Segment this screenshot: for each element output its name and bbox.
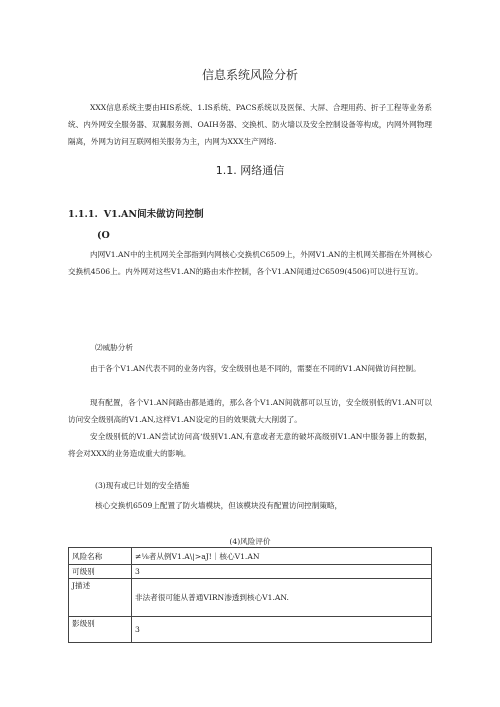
table-key: 可级别 — [69, 565, 132, 579]
document-title: 信息系统风险分析 — [201, 68, 298, 82]
table-row — [69, 579, 432, 617]
table-key: J描述 — [69, 579, 132, 617]
item-marker: (O — [97, 230, 110, 241]
description-paragraph: 内网V1.AN中的主机网关全部指到内网核心交换机C6509上，外网V1.AN的主机网关都指在外网核心交换机4506上。内外网对这些V1.AN的路由未作控制，各个V1.AN间通过C6509(4506)可以进行互访。 — [68, 250, 432, 276]
table-row — [69, 617, 432, 643]
table-value: 3 — [132, 565, 432, 579]
subsection-number: 1.1.1. — [68, 209, 98, 220]
threat-analysis-heading: ⑵威胁分析 — [95, 343, 133, 352]
table-value: ≠⅛者从例V1.A\|>aJ!｜核心V1.AN — [132, 548, 432, 565]
intro-paragraph: XXX信息系统主要由HIS系统、1.IS系统、PACS系统以及医保、大屏、合理用药、折子工程等业务系统、内外网安全服务器、双翼服务测、OAIH务器、交换机、防火墙以及安全控制设备等构成，内网外网物理隔离，外网为访问互联网相关服务为主，内网为XXX生产网络. — [68, 103, 432, 146]
threat-paragraph-3: 安全级别低的V1.AN尝试访问高‘级别V1.AN,有意或者无意的破坏高级别V1.AN中服务器上的数据，将会对XXX的业务造成重大的影响。 — [68, 432, 432, 458]
table-row — [69, 548, 432, 565]
section-heading: 1.1. 网络通信 — [215, 164, 285, 177]
subsection-heading — [68, 206, 204, 220]
table-value: 3 — [132, 617, 432, 643]
risk-evaluation-table — [68, 547, 432, 643]
threat-paragraph-2: 现有配置，各个V1.AN间路由都是通的，那么各个V1.AN间就都可以互访，安全级别低的V1.AN可以访问安全级别高的V1.AN,这样V1.AN设定的目的效果就大大削弱了。 — [68, 398, 432, 424]
security-measures-text: 核心交换机6509上配置了防火墙模块，但该模块没有配置访问控制策略， — [95, 501, 343, 510]
subsection-title: V1.AN间未做访问控制 — [103, 209, 204, 220]
table-value: 非法者很可能从普通VIRN渗透到核心V1.AN. — [132, 579, 432, 617]
table-row — [69, 565, 432, 579]
security-measures-heading: (3)现有或已计划的安全措施 — [95, 481, 190, 490]
table-key: 影级别 — [69, 617, 132, 643]
threat-paragraph-1: 由于各个V1.AN代表不同的业务内容，安全级别也是不同的，需要在不同的V1.AN间做访问控制。 — [90, 364, 421, 373]
table-key: 风险名称 — [69, 548, 132, 565]
risk-evaluation-heading: (4)风险评价 — [229, 537, 271, 546]
